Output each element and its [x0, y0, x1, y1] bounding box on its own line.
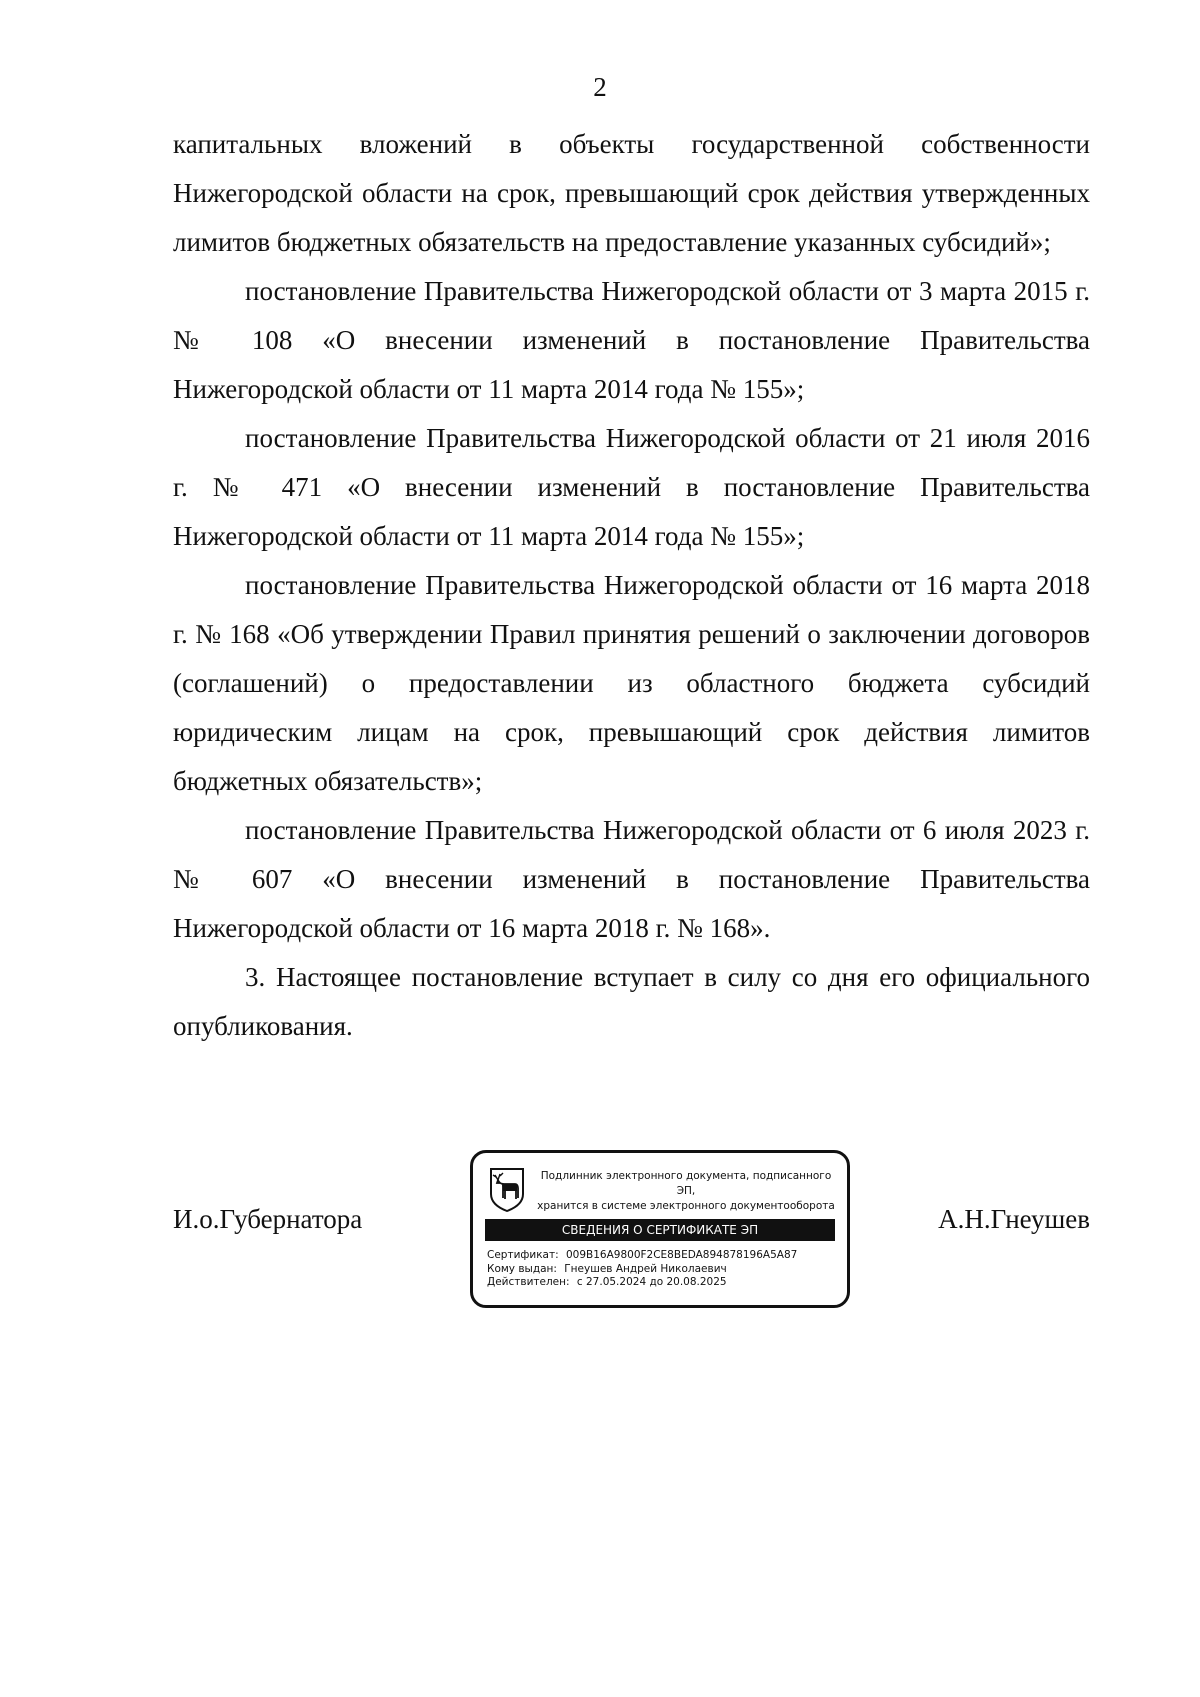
issued-to-label: Кому выдан:	[487, 1262, 557, 1275]
stamp-notice	[531, 1169, 841, 1214]
paragraph-resolution-2023: постановление Правительства Нижегородской области от 6 июля 2023 г. № 607 «О внесении изменений в постановление Правительства Нижегородской области от 16 марта 2018 г. № 168».	[173, 815, 1090, 943]
issued-to-line	[487, 1263, 801, 1277]
stamp-notice-line: Подлинник электронного документа, подписанного ЭП,	[540, 1170, 832, 1197]
stamp-notice-line: хранится в системе электронного документооборота	[537, 1200, 835, 1212]
signature-block	[0, 1150, 1200, 1320]
validity-label: Действителен:	[487, 1276, 570, 1288]
paragraph-effective-date: 3. Настоящее постановление вступает в силу со дня его официального опубликования.	[173, 962, 1090, 1041]
paragraph-resolution-2018: постановление Правительства Нижегородской области от 16 марта 2018 г. № 168 «Об утверждении Правил принятия решений о заключении договоров (соглашений) о предоставлении из областного бюджета субсидий юридическим лицам на срок, превышающий срок действия лимитов бюджетных обязательств»;	[173, 570, 1090, 796]
stamp-header: СВЕДЕНИЯ О СЕРТИФИКАТЕ ЭП	[485, 1219, 835, 1241]
electronic-signature-stamp	[470, 1150, 850, 1308]
certificate-label: Сертификат:	[487, 1249, 559, 1261]
page-number: 2	[593, 72, 607, 102]
paragraph-resolution-2015: постановление Правительства Нижегородской области от 3 марта 2015 г. № 108 «О внесении изменений в постановление Правительства Нижегородской области от 11 марта 2014 года № 155»;	[173, 276, 1090, 404]
deer-emblem-icon	[487, 1166, 527, 1212]
certificate-line	[487, 1249, 801, 1263]
validity-line	[487, 1276, 801, 1290]
signer-title: И.о.Губернатора	[173, 1204, 363, 1234]
paragraph-resolution-2016: постановление Правительства Нижегородской области от 21 июля 2016 г. № 471 «О внесении изменений в постановление Правительства Нижегородской области от 11 марта 2014 года № 155»;	[173, 423, 1090, 551]
stamp-details	[487, 1249, 801, 1290]
certificate-value: 009B16A9800F2CE8BEDA894878196A5A87	[565, 1249, 798, 1261]
issued-to-value: Гнеушев Андрей Николаевич	[564, 1262, 727, 1275]
validity-value: с 27.05.2024 до 20.08.2025	[576, 1276, 727, 1288]
paragraph-continuation: капитальных вложений в объекты государственной собственности Нижегородской области на срок, превышающий срок действия утвержденных лимитов бюджетных обязательств на предоставление указанных субсидий»;	[173, 129, 1090, 257]
document-body	[173, 120, 1090, 1051]
signer-name: А.Н.Гнеушев	[938, 1204, 1090, 1234]
